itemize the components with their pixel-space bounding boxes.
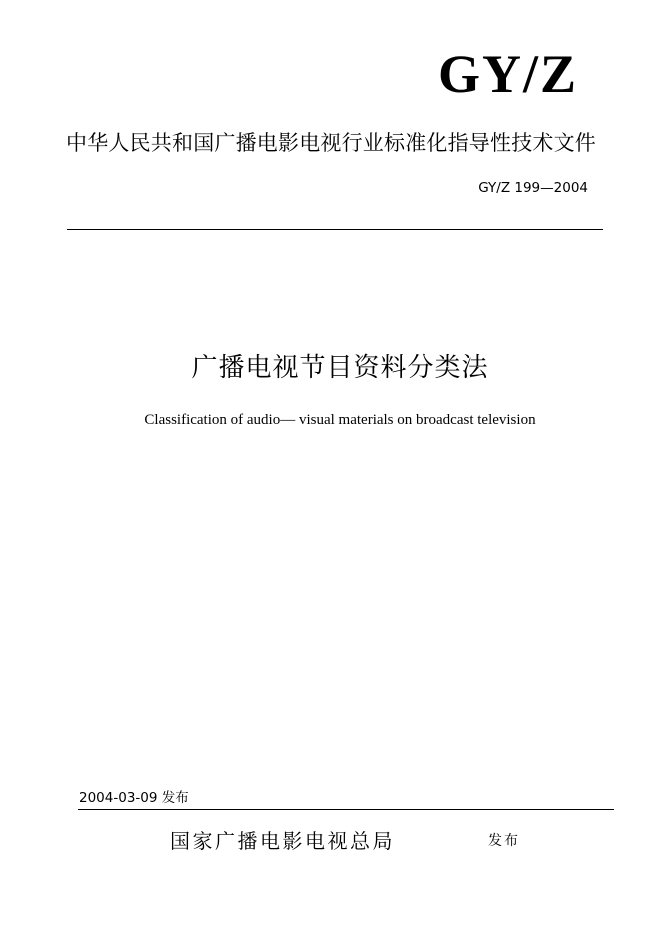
issue-date: 2004-03-09 发布 [79, 790, 189, 806]
document-category: 中华人民共和国广播电影电视行业标准化指导性技术文件 [66, 131, 596, 155]
document-title-chinese: 广播电视节目资料分类法 [191, 353, 489, 383]
header-divider [67, 229, 603, 230]
document-title-english: Classification of audio— visual materials on broadcast television [144, 412, 536, 428]
issuing-authority: 国家广播电影电视总局 [170, 829, 395, 853]
document-number: GY/Z 199—2004 [478, 180, 588, 196]
footer-divider [78, 809, 614, 810]
series-logo: GY/Z [437, 44, 578, 104]
issue-label: 发布 [488, 833, 520, 849]
